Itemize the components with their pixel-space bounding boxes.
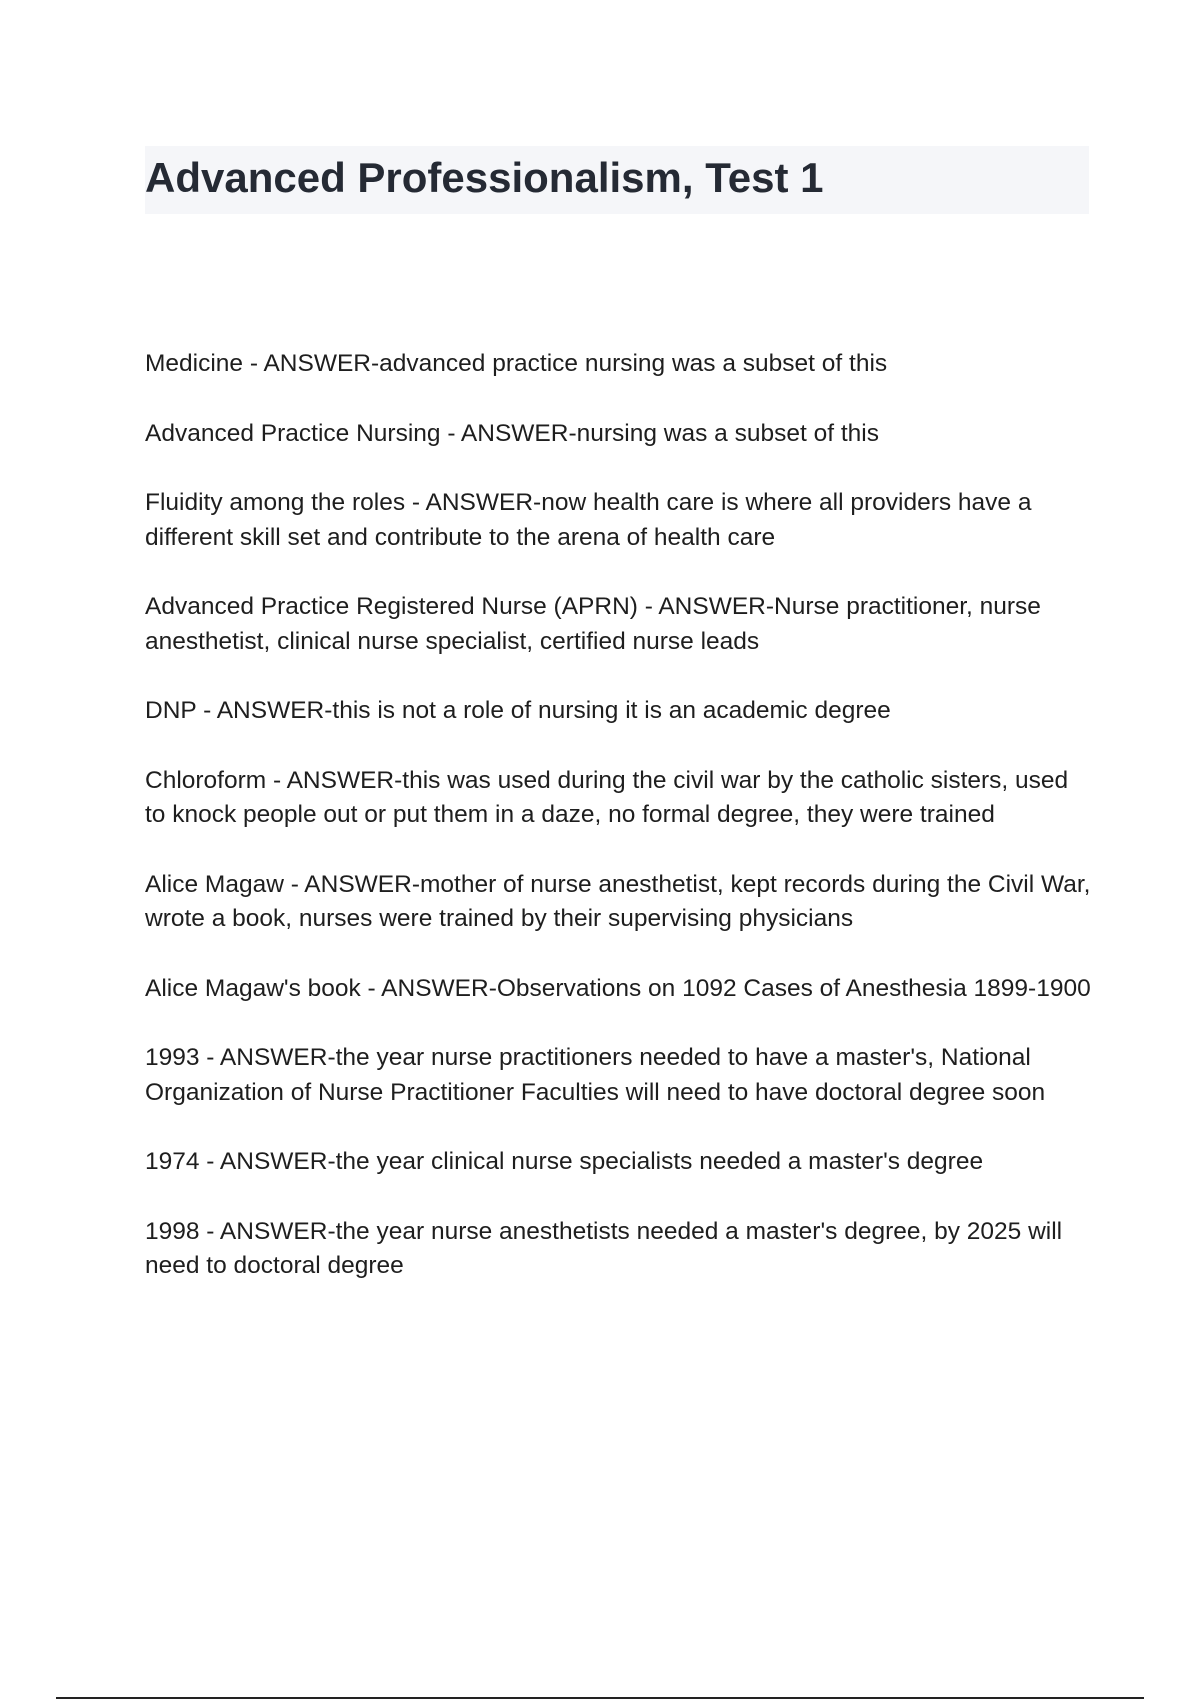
qa-item-1998: 1998 - ANSWER-the year nurse anesthetists needed a master's degree, by 2025 will need to doctoral degree: [145, 1217, 1063, 1279]
qa-item-alice-magaw: Alice Magaw - ANSWER-mother of nurse anesthetist, kept records during the Civil War, wrote a book, nurses were trained by their supervising physicians: [145, 870, 1091, 932]
footer-divider: [56, 1697, 1144, 1699]
qa-item-1993: 1993 - ANSWER-the year nurse practitioners needed to have a master's, National Organization of Nurse Practitioner Faculties will need to have doctoral degree soon: [145, 1044, 1046, 1106]
title-banner: [145, 146, 1089, 214]
qa-item-fluidity-among-roles: Fluidity among the roles - ANSWER-now health care is where all providers have a different skill set and contribute to the arena of health care: [145, 489, 1032, 551]
qa-item-chloroform: Chloroform - ANSWER-this was used during the civil war by the catholic sisters, used to knock people out or put them in a daze, no formal degree, they were trained: [145, 766, 1069, 828]
qa-item-advanced-practice-nursing: Advanced Practice Nursing - ANSWER-nursing was a subset of this: [145, 419, 879, 447]
qa-item-aprn: Advanced Practice Registered Nurse (APRN) - ANSWER-Nurse practitioner, nurse anesthetist, clinical nurse specialist, certified nurse leads: [145, 593, 1041, 655]
page-title: Advanced Professionalism, Test 1: [145, 154, 824, 201]
qa-list: [145, 347, 1095, 1319]
qa-item-dnp: DNP - ANSWER-this is not a role of nursing it is an academic degree: [145, 697, 891, 724]
qa-item-medicine: Medicine - ANSWER-advanced practice nursing was a subset of this: [145, 350, 888, 377]
qa-item-alice-magaw-book: Alice Magaw's book - ANSWER-Observations on 1092 Cases of Anesthesia 1899-1900: [145, 974, 1091, 1002]
qa-item-1974: 1974 - ANSWER-the year clinical nurse specialists needed a master's degree: [145, 1148, 984, 1175]
